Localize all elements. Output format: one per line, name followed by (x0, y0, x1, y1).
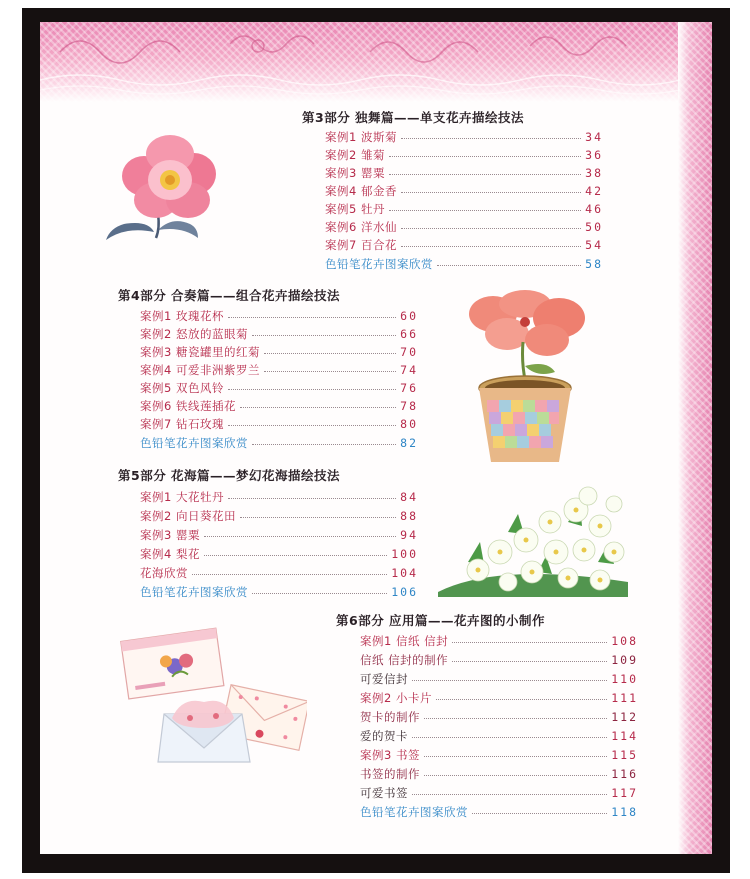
entry-label: 案例2 小卡片 (360, 690, 432, 705)
toc-entry[interactable] (325, 200, 603, 217)
entry-label: 案例3 罂粟 (325, 165, 385, 180)
entry-page: 116 (611, 766, 638, 781)
toc-page (40, 22, 712, 854)
leader-dots (264, 370, 396, 372)
entry-page: 108 (611, 633, 638, 648)
entry-label: 贺卡的制作 (360, 709, 420, 724)
entry-label: 案例4 可爱非洲紫罗兰 (140, 362, 260, 377)
toc-entry[interactable] (360, 651, 638, 668)
entry-label: 案例3 书签 (360, 747, 420, 762)
toc-entry[interactable] (325, 236, 603, 253)
entry-page: 70 (400, 344, 418, 359)
entry-label: 案例1 大花牡丹 (140, 489, 224, 504)
toc-entry[interactable] (360, 765, 638, 782)
toc-entry[interactable] (360, 727, 638, 744)
leader-dots (252, 592, 387, 594)
entry-label: 案例3 罂粟 (140, 527, 200, 542)
leader-dots (401, 227, 581, 229)
entry-page: 36 (585, 147, 603, 162)
leader-dots (389, 209, 581, 211)
entry-label: 案例4 梨花 (140, 546, 200, 561)
toc-entry[interactable] (325, 164, 603, 181)
entry-label: 色铅笔花卉图案欣赏 (140, 435, 248, 450)
entry-label: 案例5 双色风铃 (140, 380, 224, 395)
leader-dots (401, 191, 581, 193)
pink-camellia-illustration (100, 122, 240, 247)
white-flower-field-illustration (438, 482, 628, 597)
entry-page: 106 (391, 584, 418, 599)
toc-entry[interactable] (140, 415, 418, 432)
toc-entry[interactable] (360, 708, 638, 725)
toc-entry[interactable] (140, 397, 418, 414)
entry-page: 82 (400, 435, 418, 450)
entry-label: 案例7 钻石玫瑰 (140, 416, 224, 431)
entry-page: 94 (400, 527, 418, 542)
leader-dots (192, 573, 387, 575)
entry-page: 104 (391, 565, 418, 580)
entry-label: 色铅笔花卉图案欣赏 (360, 804, 468, 819)
leader-dots (264, 352, 396, 354)
leader-dots (228, 316, 396, 318)
toc-entry-gallery[interactable] (140, 434, 418, 451)
toc-entry[interactable] (325, 182, 603, 199)
toc-entry[interactable] (140, 545, 418, 562)
entry-label: 爱的贺卡 (360, 728, 408, 743)
entry-label: 案例5 牡丹 (325, 201, 385, 216)
leader-dots (228, 388, 396, 390)
leader-dots (204, 554, 387, 556)
toc-entry[interactable] (140, 526, 418, 543)
toc-entry[interactable] (325, 218, 603, 235)
entry-page: 112 (611, 709, 638, 724)
leader-dots (452, 660, 607, 662)
entry-page: 58 (585, 256, 603, 271)
leader-dots (437, 264, 581, 266)
entry-page: 34 (585, 129, 603, 144)
leader-dots (389, 155, 581, 157)
entry-label: 书签的制作 (360, 766, 420, 781)
entry-page: 115 (611, 747, 638, 762)
entry-page: 84 (400, 489, 418, 504)
entry-page: 88 (400, 508, 418, 523)
toc-entry[interactable] (140, 488, 418, 505)
leader-dots (252, 443, 396, 445)
toc-entry[interactable] (325, 128, 603, 145)
entry-label: 可爱信封 (360, 671, 408, 686)
leader-dots (452, 641, 607, 643)
section-6-title: 第6部分 应用篇——花卉图的小制作 (336, 613, 546, 628)
leader-dots (412, 679, 607, 681)
toc-entry-gallery[interactable] (325, 255, 603, 272)
leader-dots (228, 497, 396, 499)
entry-page: 117 (611, 785, 638, 800)
leader-dots (228, 424, 396, 426)
toc-entry-gallery[interactable] (140, 583, 418, 600)
entry-label: 信纸 信封的制作 (360, 652, 449, 667)
leader-dots (240, 516, 396, 518)
entry-label: 花海欣赏 (140, 565, 188, 580)
leader-dots (412, 793, 607, 795)
entry-label: 案例6 洋水仙 (325, 219, 397, 234)
entry-label: 案例6 铁线莲插花 (140, 398, 236, 413)
leader-dots (424, 755, 607, 757)
entry-page: 78 (400, 398, 418, 413)
toc-entry-gallery[interactable] (360, 803, 638, 820)
toc-entry[interactable] (140, 343, 418, 360)
toc-entry[interactable] (140, 361, 418, 378)
entry-page: 114 (611, 728, 638, 743)
entry-page: 111 (611, 690, 638, 705)
entry-page: 66 (400, 326, 418, 341)
entry-page: 38 (585, 165, 603, 180)
leader-dots (240, 406, 396, 408)
entry-page: 46 (585, 201, 603, 216)
leader-dots (401, 137, 581, 139)
toc-entry[interactable] (360, 670, 638, 687)
entry-label: 案例1 玫瑰花杯 (140, 308, 224, 323)
entry-label: 案例7 百合花 (325, 237, 397, 252)
leader-dots (204, 535, 396, 537)
leader-dots (424, 774, 607, 776)
entry-label: 色铅笔花卉图案欣赏 (325, 256, 433, 271)
leader-dots (401, 245, 581, 247)
entry-label: 案例1 波斯菊 (325, 129, 397, 144)
leader-dots (424, 717, 607, 719)
section-3-title: 第3部分 独舞篇——单支花卉描绘技法 (302, 110, 525, 125)
toc-entry[interactable] (140, 307, 418, 324)
toc-entry[interactable] (140, 379, 418, 396)
entry-label: 案例1 信纸 信封 (360, 633, 449, 648)
toc-entry[interactable] (140, 507, 418, 524)
leader-dots (252, 334, 396, 336)
entry-page: 50 (585, 219, 603, 234)
toc-entry[interactable] (140, 564, 418, 581)
swirl-decoration (40, 22, 712, 102)
leader-dots (472, 812, 607, 814)
section-5-title: 第5部分 花海篇——梦幻花海描绘技法 (118, 468, 341, 483)
entry-page: 109 (611, 652, 638, 667)
entry-page: 60 (400, 308, 418, 323)
entry-label: 案例2 向日葵花田 (140, 508, 236, 523)
section-4-title: 第4部分 合奏篇——组合花卉描绘技法 (118, 288, 341, 303)
entry-label: 可爱书签 (360, 785, 408, 800)
entry-label: 案例4 郁金香 (325, 183, 397, 198)
toc-entry[interactable] (325, 146, 603, 163)
stationery-envelope-illustration (112, 622, 307, 767)
toc-entry[interactable] (140, 325, 418, 342)
entry-label: 色铅笔花卉图案欣赏 (140, 584, 248, 599)
leader-dots (389, 173, 581, 175)
pink-border-right (678, 22, 712, 854)
leader-dots (412, 736, 607, 738)
entry-page: 74 (400, 362, 418, 377)
entry-page: 42 (585, 183, 603, 198)
toc-entry[interactable] (360, 632, 638, 649)
entry-page: 118 (611, 804, 638, 819)
entry-page: 54 (585, 237, 603, 252)
entry-page: 80 (400, 416, 418, 431)
potted-flower-illustration (463, 290, 593, 465)
entry-page: 110 (611, 671, 638, 686)
toc-entry[interactable] (360, 746, 638, 763)
leader-dots (436, 698, 607, 700)
entry-page: 100 (391, 546, 418, 561)
toc-entry[interactable] (360, 784, 638, 801)
entry-label: 案例2 怒放的蓝眼菊 (140, 326, 248, 341)
entry-page: 76 (400, 380, 418, 395)
toc-entry[interactable] (360, 689, 638, 706)
entry-label: 案例2 雏菊 (325, 147, 385, 162)
entry-label: 案例3 糖瓷罐里的红菊 (140, 344, 260, 359)
